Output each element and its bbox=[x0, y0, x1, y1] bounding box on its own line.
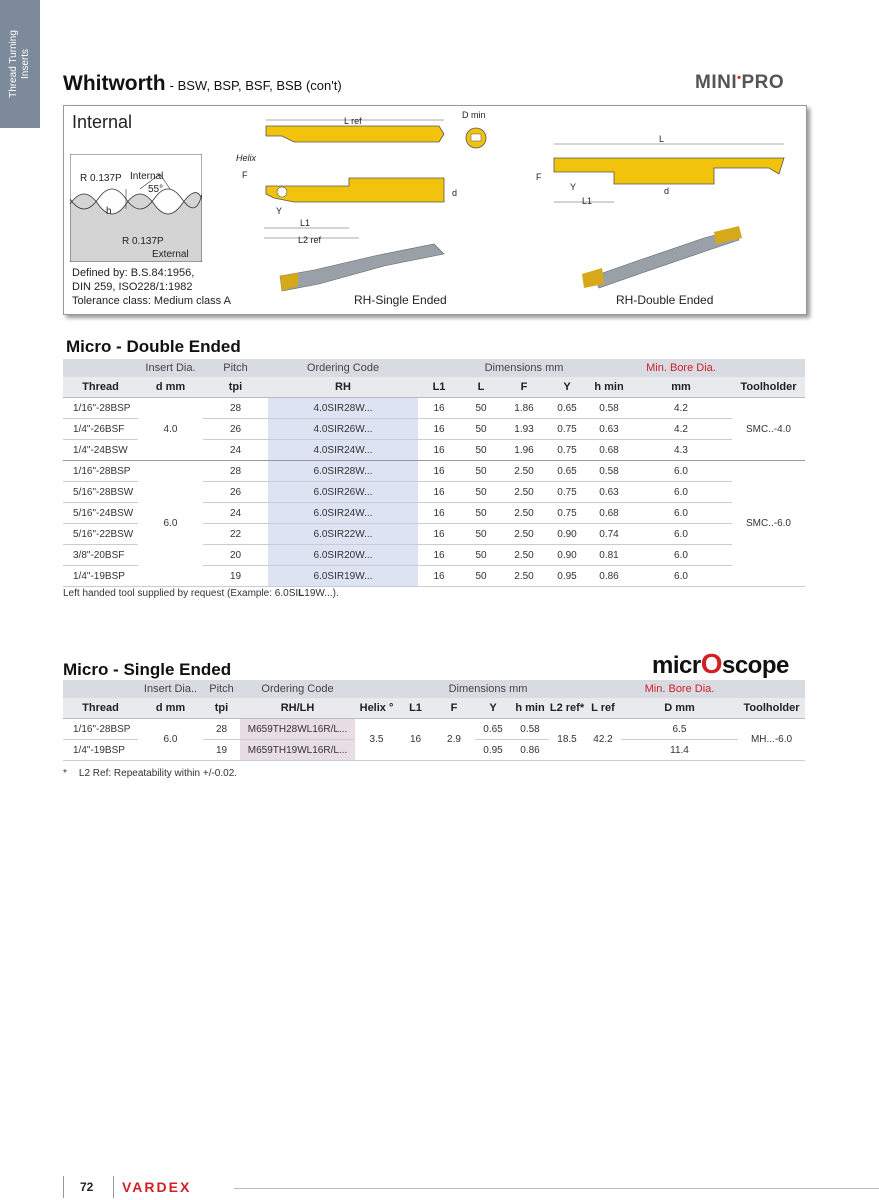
profile-h: h bbox=[106, 206, 112, 217]
cell-bore: 4.2 bbox=[630, 398, 732, 419]
dbl-col-rh: RH bbox=[268, 377, 418, 398]
sgl-gh-dimensions: Dimensions mm bbox=[355, 680, 621, 698]
side-tab-label bbox=[8, 30, 32, 98]
cell-h-min: 0.68 bbox=[588, 440, 630, 461]
page-subtitle: - BSW, BSP, BSF, BSB (con't) bbox=[169, 78, 342, 93]
cell-bore: 6.0 bbox=[630, 545, 732, 566]
cell-ordering-code: 6.0SIR28W... bbox=[268, 461, 418, 482]
cell-f: 2.50 bbox=[502, 524, 546, 545]
dbl-gh-min-bore: Min. Bore Dia. bbox=[630, 359, 732, 377]
cell-d: 6.0 bbox=[138, 719, 203, 761]
cell-f: 1.93 bbox=[502, 419, 546, 440]
cell-tpi: 28 bbox=[203, 461, 268, 482]
cell-tpi: 20 bbox=[203, 545, 268, 566]
dbl-gh-dimensions: Dimensions mm bbox=[418, 359, 630, 377]
dbl-col-h-min: h min bbox=[588, 377, 630, 398]
cell-toolholder: SMC..-4.0 bbox=[732, 398, 805, 461]
diagram-heading: Internal bbox=[72, 112, 133, 132]
cell-l1: 16 bbox=[398, 719, 433, 761]
cell-tpi: 24 bbox=[203, 440, 268, 461]
left-handed-note-post: 19W...). bbox=[304, 588, 339, 599]
cell-bore: 6.0 bbox=[630, 503, 732, 524]
single-ended-title: Micro - Single Ended bbox=[63, 660, 232, 679]
defined-by-line2: DIN 259, ISO228/1:1982 bbox=[72, 281, 193, 293]
cell-thread: 1/4"-19BSP bbox=[63, 566, 138, 587]
label-d-min: D min bbox=[462, 110, 486, 120]
cell-thread: 1/4"-26BSF bbox=[63, 419, 138, 440]
sgl-gh-blank bbox=[63, 680, 138, 698]
dbl-gh-blank bbox=[63, 359, 138, 377]
page-title bbox=[63, 72, 342, 96]
minipro-logo-pro: PRO bbox=[741, 72, 785, 93]
cell-bore: 4.2 bbox=[630, 419, 732, 440]
profile-external: External bbox=[152, 249, 189, 260]
cell-bore: 6.5 bbox=[621, 719, 738, 740]
left-handed-note-bold: L bbox=[298, 588, 305, 599]
cell-l: 50 bbox=[460, 461, 502, 482]
cell-l1: 16 bbox=[418, 440, 460, 461]
cell-f: 2.50 bbox=[502, 566, 546, 587]
caption-rh-single: RH-Single Ended bbox=[354, 293, 447, 307]
cell-ordering-code: M659TH19WL16R/L... bbox=[240, 740, 355, 761]
cell-thread: 1/4"-19BSP bbox=[63, 740, 138, 761]
footer-rule bbox=[234, 1188, 879, 1189]
cell-f: 2.50 bbox=[502, 503, 546, 524]
double-ended-group-header bbox=[63, 359, 805, 377]
single-ended-table bbox=[63, 680, 805, 761]
cell-y: 0.75 bbox=[546, 482, 588, 503]
left-handed-note bbox=[63, 588, 339, 599]
microscope-logo-post: scope bbox=[721, 652, 789, 679]
sgl-col-d: d mm bbox=[138, 698, 203, 719]
cell-bore: 4.3 bbox=[630, 440, 732, 461]
sgl-gh-blank2 bbox=[738, 680, 805, 698]
cell-ordering-code: 6.0SIR24W... bbox=[268, 503, 418, 524]
cell-l-ref: 42.2 bbox=[585, 719, 621, 761]
dbl-col-tpi: tpi bbox=[203, 377, 268, 398]
sgl-gh-ordering-code: Ordering Code bbox=[240, 680, 355, 698]
cell-y: 0.65 bbox=[546, 461, 588, 482]
sgl-col-h-min: h min bbox=[511, 698, 549, 719]
cell-y: 0.65 bbox=[475, 719, 511, 740]
cell-l1: 16 bbox=[418, 566, 460, 587]
cell-l1: 16 bbox=[418, 545, 460, 566]
l2-ref-note-star: * bbox=[63, 768, 67, 779]
defined-by-line3: Tolerance class: Medium class A bbox=[72, 295, 231, 307]
cell-y: 0.90 bbox=[546, 524, 588, 545]
side-section-tab bbox=[0, 0, 40, 128]
single-ended-group-header bbox=[63, 680, 805, 698]
label-double-f: F bbox=[536, 172, 542, 182]
minipro-logo bbox=[695, 72, 784, 94]
label-l2-ref: L2 ref bbox=[298, 235, 322, 245]
cell-h-min: 0.63 bbox=[588, 419, 630, 440]
label-double-l: L bbox=[659, 134, 665, 144]
cell-bore: 6.0 bbox=[630, 524, 732, 545]
dbl-gh-blank2 bbox=[732, 359, 805, 377]
cell-y: 0.95 bbox=[546, 566, 588, 587]
table-row bbox=[63, 719, 805, 740]
cell-thread: 1/16"-28BSP bbox=[63, 398, 138, 419]
label-helix: Helix bbox=[236, 153, 257, 163]
cell-h-min: 0.58 bbox=[588, 398, 630, 419]
vardex-logo: VARDEX bbox=[122, 1179, 192, 1195]
cell-thread: 5/16"-24BSW bbox=[63, 503, 138, 524]
thread-profile-diagram bbox=[70, 154, 202, 262]
label-f: F bbox=[242, 170, 248, 180]
cell-l: 50 bbox=[460, 398, 502, 419]
cell-l: 50 bbox=[460, 419, 502, 440]
cell-l: 50 bbox=[460, 566, 502, 587]
label-double-l1: L1 bbox=[582, 196, 593, 206]
dbl-col-l1: L1 bbox=[418, 377, 460, 398]
sgl-col-d-mm: D mm bbox=[621, 698, 738, 719]
left-handed-note-pre: Left handed tool supplied by request (Example: 6.0SI bbox=[63, 588, 299, 599]
sgl-col-tpi: tpi bbox=[203, 698, 240, 719]
page-title-main: Whitworth bbox=[63, 72, 166, 95]
diagram-panel bbox=[63, 105, 807, 315]
cell-l1: 16 bbox=[418, 482, 460, 503]
cell-h-min: 0.58 bbox=[588, 461, 630, 482]
cell-y: 0.65 bbox=[546, 398, 588, 419]
cell-ordering-code: 6.0SIR26W... bbox=[268, 482, 418, 503]
dbl-col-y: Y bbox=[546, 377, 588, 398]
minipro-logo-mini: MINI bbox=[695, 72, 738, 93]
cell-thread: 1/4"-24BSW bbox=[63, 440, 138, 461]
cell-helix: 3.5 bbox=[355, 719, 398, 761]
cell-f: 2.50 bbox=[502, 545, 546, 566]
dbl-col-f: F bbox=[502, 377, 546, 398]
cell-toolholder: MH...-6.0 bbox=[738, 719, 805, 761]
dbl-gh-pitch: Pitch bbox=[203, 359, 268, 377]
cell-d: 4.0 bbox=[138, 398, 203, 461]
cell-l2-ref: 18.5 bbox=[549, 719, 585, 761]
sgl-gh-insert-dia: Insert Dia.. bbox=[138, 680, 203, 698]
l2-ref-note bbox=[63, 768, 237, 779]
cell-h-min: 0.81 bbox=[588, 545, 630, 566]
minipro-logo-dot: • bbox=[737, 72, 742, 84]
cell-h-min: 0.86 bbox=[511, 740, 549, 761]
cell-f: 2.50 bbox=[502, 461, 546, 482]
sgl-col-toolholder: Toolholder bbox=[738, 698, 805, 719]
cell-h-min: 0.63 bbox=[588, 482, 630, 503]
sgl-gh-pitch: Pitch bbox=[203, 680, 240, 698]
cell-ordering-code: 6.0SIR20W... bbox=[268, 545, 418, 566]
cell-tpi: 28 bbox=[203, 719, 240, 740]
sgl-col-l-ref: L ref bbox=[585, 698, 621, 719]
caption-rh-double: RH-Double Ended bbox=[616, 293, 714, 307]
page-number: 72 bbox=[80, 1180, 94, 1194]
cell-y: 0.95 bbox=[475, 740, 511, 761]
double-ended-photo bbox=[574, 224, 744, 294]
cell-tpi: 28 bbox=[203, 398, 268, 419]
cell-l: 50 bbox=[460, 503, 502, 524]
double-ended-drawing bbox=[534, 132, 794, 212]
sgl-col-l1: L1 bbox=[398, 698, 433, 719]
cell-tpi: 26 bbox=[203, 482, 268, 503]
cell-l: 50 bbox=[460, 482, 502, 503]
single-ended-column-header bbox=[63, 698, 805, 719]
double-ended-table bbox=[63, 359, 805, 587]
sgl-col-thread: Thread bbox=[63, 698, 138, 719]
cell-ordering-code: 6.0SIR22W... bbox=[268, 524, 418, 545]
footer-divider bbox=[113, 1176, 114, 1198]
cell-l1: 16 bbox=[418, 461, 460, 482]
cell-d: 6.0 bbox=[138, 461, 203, 587]
single-ended-drawing bbox=[234, 106, 504, 246]
sgl-col-helix: Helix ° bbox=[355, 698, 398, 719]
cell-thread: 5/16"-22BSW bbox=[63, 524, 138, 545]
sgl-gh-min-bore: Min. Bore Dia. bbox=[621, 680, 738, 698]
cell-l: 50 bbox=[460, 440, 502, 461]
sgl-col-l2-ref: L2 ref* bbox=[549, 698, 585, 719]
cell-ordering-code: M659TH28WL16R/L... bbox=[240, 719, 355, 740]
cell-l1: 16 bbox=[418, 524, 460, 545]
side-tab-line2: Inserts bbox=[20, 48, 31, 80]
cell-l1: 16 bbox=[418, 503, 460, 524]
cell-tpi: 19 bbox=[203, 566, 268, 587]
cell-thread: 3/8"-20BSF bbox=[63, 545, 138, 566]
dbl-gh-ordering-code: Ordering Code bbox=[268, 359, 418, 377]
cell-f: 2.9 bbox=[433, 719, 475, 761]
dbl-col-thread: Thread bbox=[63, 377, 138, 398]
dbl-col-d: d mm bbox=[138, 377, 203, 398]
cell-f: 1.96 bbox=[502, 440, 546, 461]
cell-h-min: 0.86 bbox=[588, 566, 630, 587]
cell-bore: 6.0 bbox=[630, 461, 732, 482]
profile-angle: 55° bbox=[148, 184, 164, 195]
cell-h-min: 0.58 bbox=[511, 719, 549, 740]
dbl-col-bore-mm: mm bbox=[630, 377, 732, 398]
label-y: Y bbox=[276, 206, 283, 216]
cell-bore: 6.0 bbox=[630, 566, 732, 587]
label-d: d bbox=[452, 188, 458, 198]
cell-ordering-code: 6.0SIR19W... bbox=[268, 566, 418, 587]
dbl-col-toolholder: Toolholder bbox=[732, 377, 805, 398]
cell-ordering-code: 4.0SIR28W... bbox=[268, 398, 418, 419]
label-l-ref: L ref bbox=[344, 116, 362, 126]
dbl-col-l: L bbox=[460, 377, 502, 398]
cell-tpi: 26 bbox=[203, 419, 268, 440]
cell-y: 0.75 bbox=[546, 440, 588, 461]
single-ended-photo bbox=[274, 236, 454, 296]
cell-toolholder: SMC..-6.0 bbox=[732, 461, 805, 587]
cell-l1: 16 bbox=[418, 419, 460, 440]
cell-y: 0.75 bbox=[546, 419, 588, 440]
cell-thread: 1/16"-28BSP bbox=[63, 719, 138, 740]
l2-ref-note-text: L2 Ref: Repeatability within +/-0.02. bbox=[78, 768, 238, 779]
cell-f: 2.50 bbox=[502, 482, 546, 503]
cell-h-min: 0.68 bbox=[588, 503, 630, 524]
label-double-y: Y bbox=[570, 182, 577, 192]
profile-r-top: R 0.137P bbox=[80, 173, 122, 184]
label-double-d: d bbox=[664, 186, 670, 196]
table-row bbox=[63, 461, 805, 482]
table-row bbox=[63, 398, 805, 419]
sgl-col-rh-lh: RH/LH bbox=[240, 698, 355, 719]
dbl-gh-insert-dia: Insert Dia. bbox=[138, 359, 203, 377]
microscope-logo-pre: micr bbox=[652, 652, 701, 679]
sgl-col-y: Y bbox=[475, 698, 511, 719]
profile-r-bottom: R 0.137P bbox=[122, 236, 164, 247]
cell-ordering-code: 4.0SIR24W... bbox=[268, 440, 418, 461]
cell-bore: 6.0 bbox=[630, 482, 732, 503]
microscope-logo bbox=[652, 648, 789, 680]
microscope-logo-o: O bbox=[700, 648, 722, 679]
defined-by-line1: Defined by: B.S.84:1956, bbox=[72, 267, 195, 279]
cell-thread: 1/16"-28BSP bbox=[63, 461, 138, 482]
sgl-col-f: F bbox=[433, 698, 475, 719]
cell-l1: 16 bbox=[418, 398, 460, 419]
side-tab-line1: Thread Turning bbox=[8, 30, 19, 98]
cell-l: 50 bbox=[460, 545, 502, 566]
cell-tpi: 22 bbox=[203, 524, 268, 545]
cell-f: 1.86 bbox=[502, 398, 546, 419]
double-ended-column-header bbox=[63, 377, 805, 398]
defined-by-text bbox=[72, 266, 231, 308]
cell-tpi: 24 bbox=[203, 503, 268, 524]
cell-ordering-code: 4.0SIR26W... bbox=[268, 419, 418, 440]
profile-internal: Internal bbox=[130, 171, 164, 182]
cell-y: 0.90 bbox=[546, 545, 588, 566]
label-l1: L1 bbox=[300, 218, 311, 228]
cell-bore: 11.4 bbox=[621, 740, 738, 761]
footer-divider-left bbox=[63, 1176, 64, 1198]
cell-l: 50 bbox=[460, 524, 502, 545]
cell-h-min: 0.74 bbox=[588, 524, 630, 545]
double-ended-title: Micro - Double Ended bbox=[66, 337, 241, 356]
cell-thread: 5/16"-28BSW bbox=[63, 482, 138, 503]
cell-y: 0.75 bbox=[546, 503, 588, 524]
cell-tpi: 19 bbox=[203, 740, 240, 761]
